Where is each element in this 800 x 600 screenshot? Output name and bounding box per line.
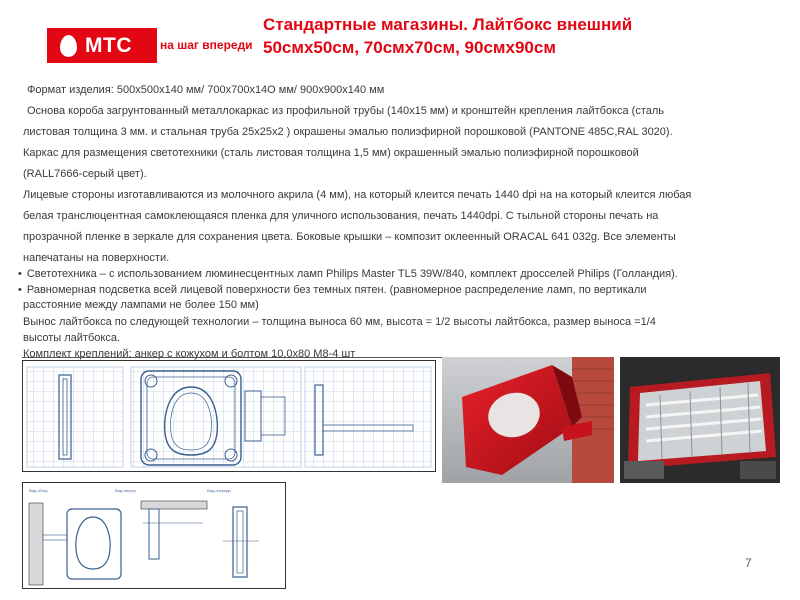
paragraph-line: Комплект креплений: анкер с кожухом и болтом 10,0х80 М8-4 шт: [23, 348, 356, 360]
photo-svg-1: [442, 357, 614, 483]
paragraph-line: Лицевые стороны изготавливаются из молочного акрила (4 мм), на который клеится печать 1440 dpi на на который клеится любая: [23, 189, 692, 201]
paragraph-line: Каркас для размещения светотехники (сталь листовая толщина 1,5 мм) окрашенный эмалью полиэфирной порошковой: [23, 147, 639, 159]
mts-egg-icon: [60, 35, 77, 57]
bullet-uniform-light-cont: расстояние между лампами не более 150 мм): [23, 299, 259, 311]
paragraph-line: листовая толщина 3 мм. и стальная труба 25х25х2 ) окрашены эмалью полиэфирной порошковой (PANTONE 485C,RAL 3020).: [23, 126, 673, 138]
drawing-label-front: Вид спереди: [207, 488, 231, 493]
bullet-lighting: • Светотехника – с использованием люминесцентных ламп Philips Master TL5 39W/840, комплект дросселей Philips (Голландия).: [18, 268, 678, 280]
bullet-uniform-light: • Равномерная подсветка всей лицевой поверхности без темных пятен. (равномерное распределение ламп, по вертикали: [18, 284, 646, 296]
paragraph-line: белая транслюцентная самоклеющаяся пленка для уличного использования, печать 1440dpi. С тыльной стороны печать на: [23, 210, 659, 222]
format-line: Формат изделия: 500х500х140 мм/ 700х700х14О мм/ 900х900х140 мм: [27, 84, 385, 96]
paragraph-line: Основа короба загрунтованный металлокаркас из профильной трубы (140х15 мм) и кронштейн крепления лайтбокса (сталь: [27, 105, 665, 117]
blueprint-svg-1: [23, 361, 435, 471]
slide-title: [263, 13, 783, 59]
blueprint-drawing-three-views: [22, 482, 286, 589]
drawing-label-top: Вид сверху: [115, 488, 136, 493]
logo-slogan: на шаг впереди: [160, 38, 253, 52]
page-number: 7: [745, 556, 752, 570]
paragraph-frame-description: [23, 101, 673, 185]
blueprint-svg-2: [23, 483, 285, 588]
paragraph-mounting: [23, 314, 656, 362]
paragraph-line: (RALL7666-серый цвет).: [23, 168, 147, 180]
logo-brand-text: МТС: [85, 33, 132, 57]
text-separator-line: [22, 357, 442, 358]
title-line-1: Стандартные магазины. Лайтбокс внешний: [263, 15, 633, 34]
paragraph-line: высоты лайтбокса.: [23, 332, 120, 344]
paragraph-line: напечатаны на поверхности.: [23, 252, 170, 264]
paragraph-line: Вынос лайтбокса по следующей технологии – толщина выноса 60 мм, высота = 1/2 высоты лайтбокса, размер выноса =1/4: [23, 316, 656, 328]
photo-lightbox-interior: [620, 357, 780, 483]
paragraph-face-description: [23, 185, 691, 269]
blueprint-drawing-front-side: [22, 360, 436, 472]
mts-logo: [47, 28, 157, 63]
photo-svg-2: [620, 357, 780, 483]
photo-lightbox-angle: [442, 357, 614, 483]
paragraph-line: прозрачной пленке в зеркале для сохранения цвета. Боковые крышки – композит оклеенный ORACAL 641 032g. Все элементы: [23, 231, 676, 243]
drawing-label-side: Вид сбоку: [29, 488, 48, 493]
title-line-2: 50смх50см, 70смх70см, 90смх90см: [263, 38, 556, 57]
